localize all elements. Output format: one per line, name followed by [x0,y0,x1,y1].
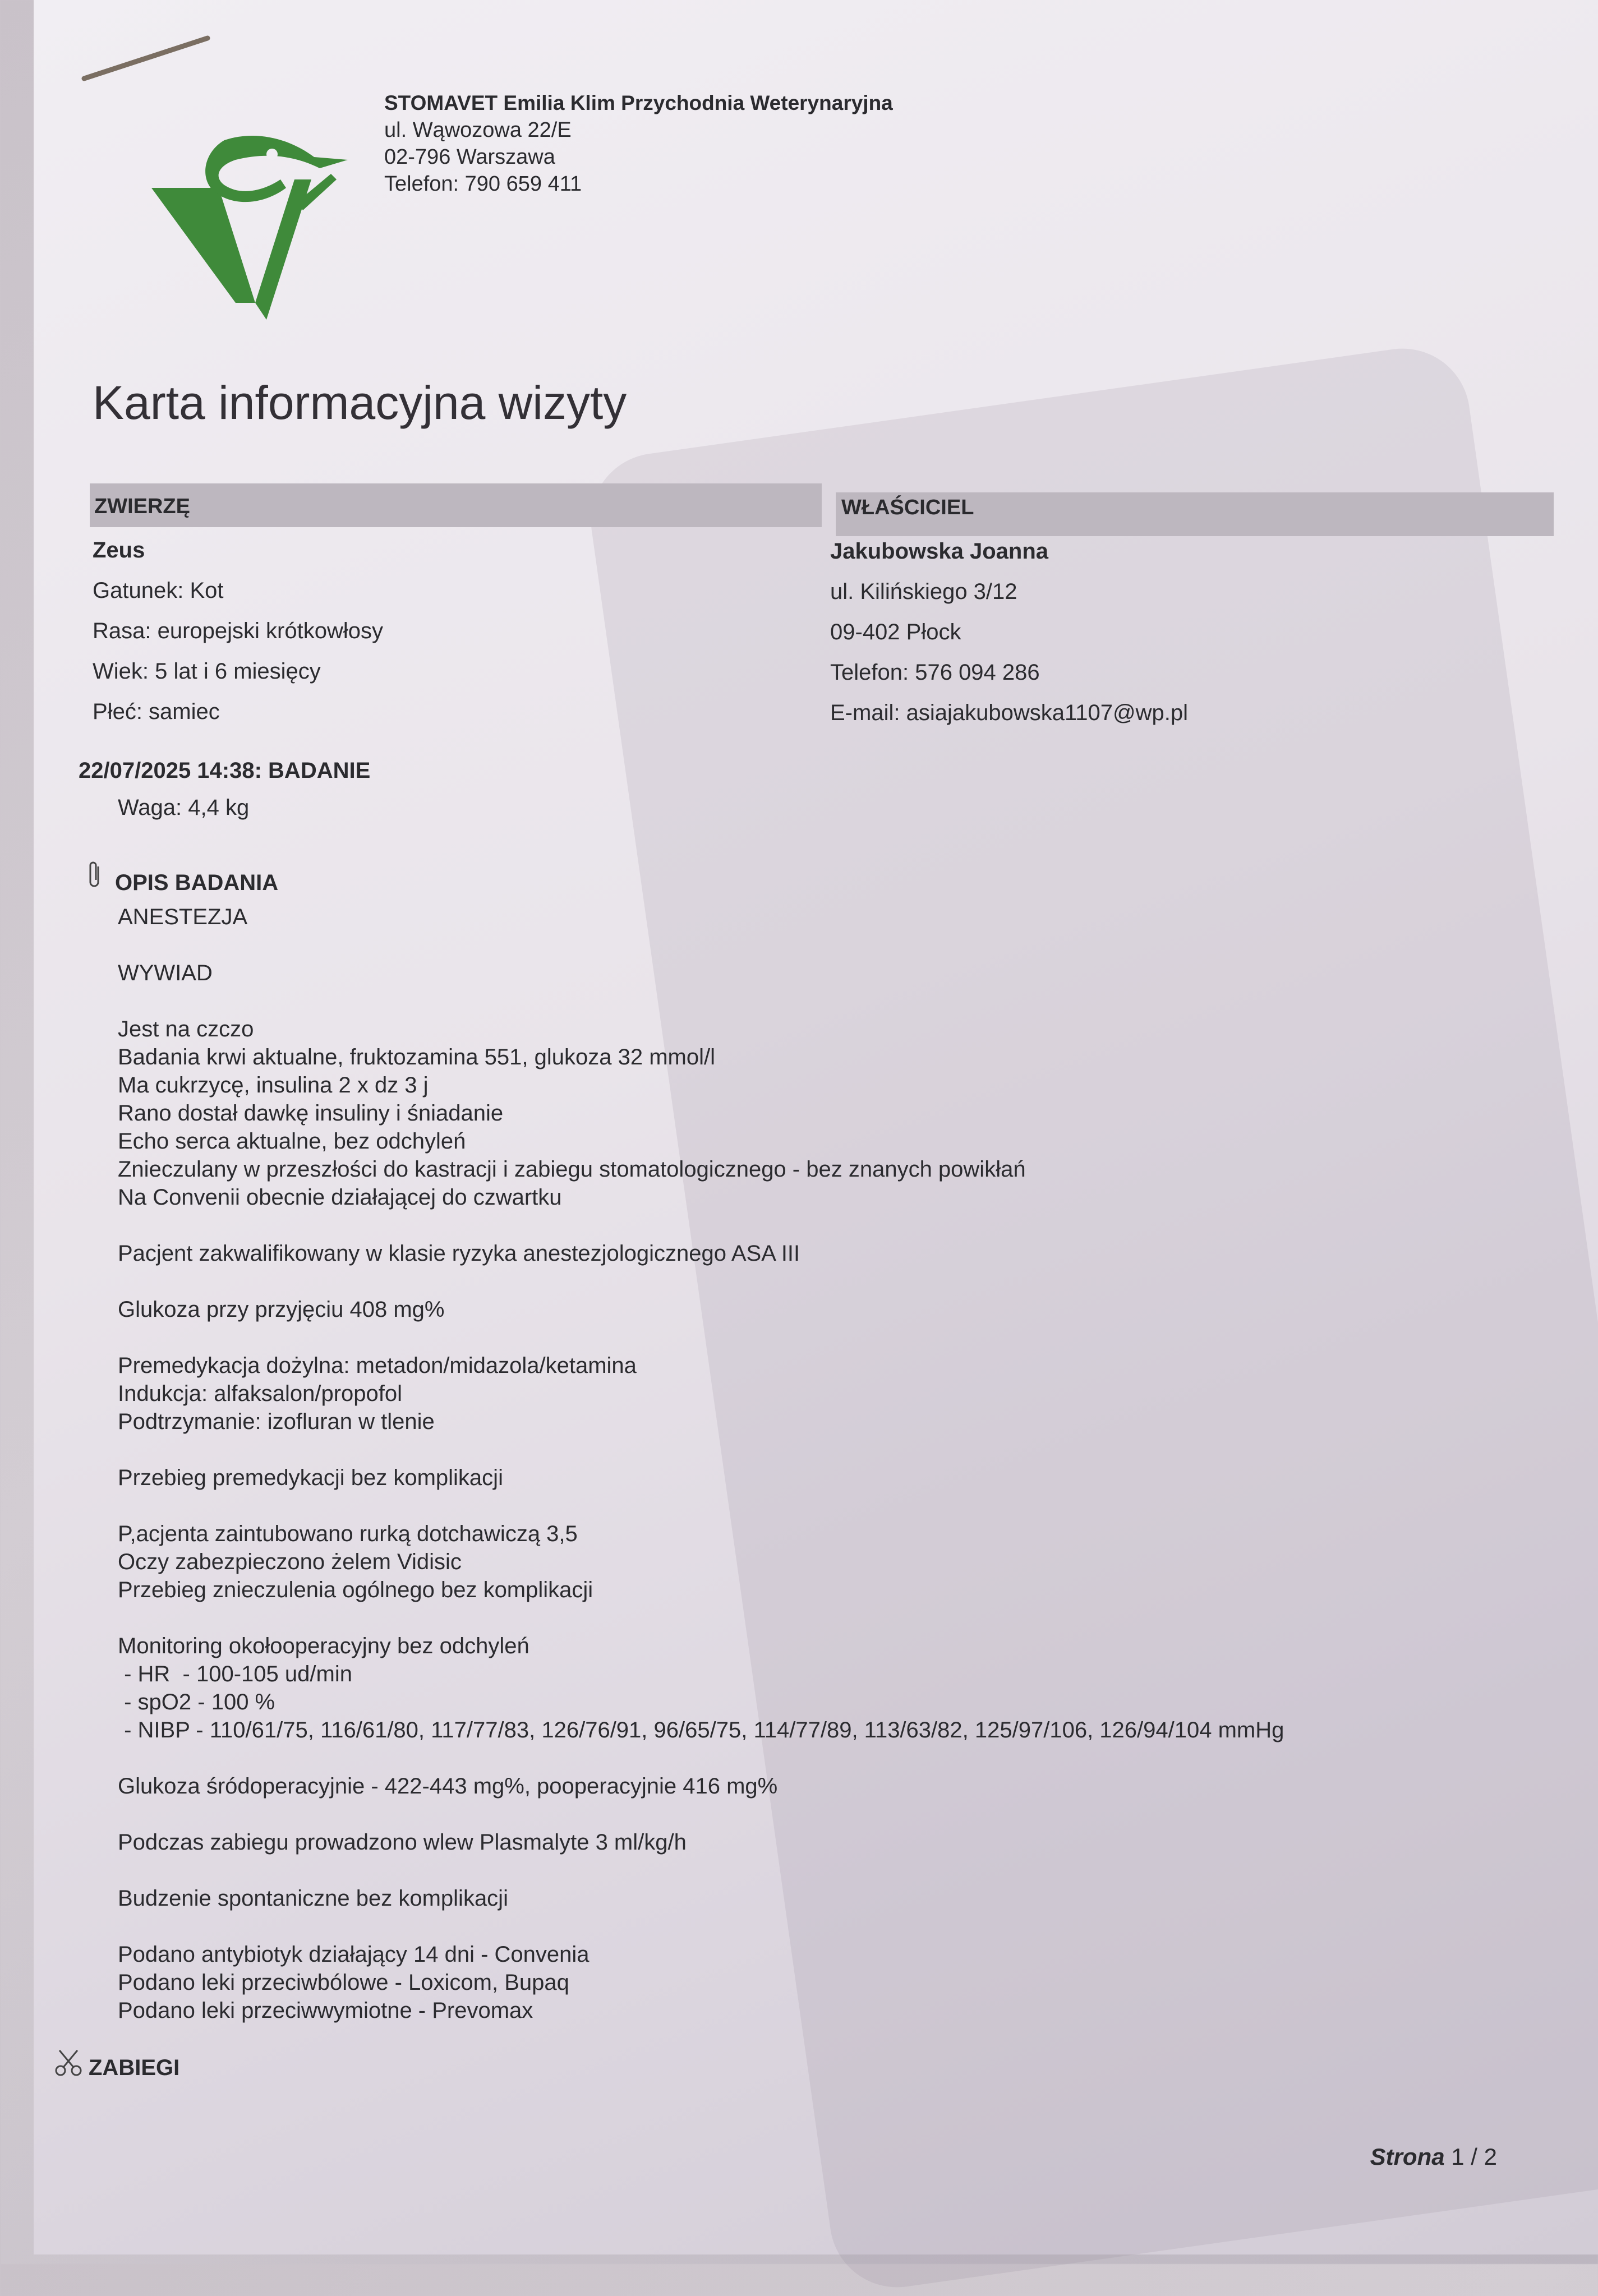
exam-line: Oczy zabezpieczono żelem Vidisic [118,1550,462,1574]
scissors-icon [53,2047,84,2078]
staple-mark [79,34,213,101]
animal-breed: Rasa: europejski krótkowłosy [93,619,383,643]
procedures-header: ZABIEGI [89,2055,180,2080]
exam-line: ANESTEZJA [118,905,248,929]
exam-line [118,1436,1284,1464]
exam-line: P,acjenta zaintubowano rurką dotchawiczą 3,5 [118,1522,578,1546]
exam-line [118,1492,1284,1520]
exam-line [118,1800,1284,1828]
exam-line: Glukoza przy przyjęciu 408 mg% [118,1297,445,1322]
visit-header: 22/07/2025 14:38: BADANIE [79,758,371,783]
exam-line: Przebieg premedykacji bez komplikacji [118,1465,503,1490]
owner-email: E-mail: asiajakubowska1107@wp.pl [830,700,1188,725]
clinic-city: 02-796 Warszawa [384,145,555,169]
exam-line: - NIBP - 110/61/75, 116/61/80, 117/77/83, 126/76/91, 96/65/75, 114/77/89, 113/63/82, 125/97/106, 126/94/104 mmHg [118,1718,1284,1742]
clinic-logo [151,135,409,342]
exam-line [118,1324,1284,1352]
exam-line: Jest na czczo [118,1017,254,1041]
exam-line: Przebieg znieczulenia ogólnego bez komplikacji [118,1578,593,1602]
animal-age: Wiek: 5 lat i 6 miesięcy [93,659,321,684]
exam-line: WYWIAD [118,961,213,985]
exam-line: - HR - 100-105 ud/min [118,1662,352,1686]
exam-line: Na Convenii obecnie działającej do czwartku [118,1185,562,1210]
page-number [1370,2143,1497,2170]
animal-sex: Płeć: samiec [93,699,220,724]
exam-line: Rano dostał dawkę insuliny i śniadanie [118,1101,504,1126]
animal-species: Gatunek: Kot [93,578,224,603]
clinic-name: STOMAVET Emilia Klim Przychodnia Weterynaryjna [384,91,893,114]
owner-city: 09-402 Płock [830,620,961,644]
exam-line [118,1267,1284,1295]
owner-header: WŁAŚCICIEL [841,496,974,519]
owner-name: Jakubowska Joanna [830,539,1049,564]
exam-line: Monitoring okołooperacyjny bez odchyleń [118,1634,529,1658]
exam-line: Podano leki przeciwbólowe - Loxicom, Bupaq [118,1970,569,1995]
exam-line [118,1211,1284,1239]
page-total: / 2 [1471,2143,1497,2170]
document-page [34,0,1598,2254]
exam-line: Znieczulany w przeszłości do kastracji i zabiegu stomatologicznego - bez znanych powikłań [118,1157,1026,1182]
paperclip-icon [87,861,104,889]
animal-info [93,530,383,732]
exam-line [118,987,1284,1015]
document-title: Karta informacyjna wizyty [93,376,627,429]
visit-weight: Waga: 4,4 kg [118,795,250,820]
owner-info [830,531,1188,733]
exam-line: Podczas zabiegu prowadzono wlew Plasmalyte 3 ml/kg/h [118,1830,687,1855]
exam-line: Pacjent zakwalifikowany w klasie ryzyka anestezjologicznego ASA III [118,1241,800,1266]
exam-line [118,1744,1284,1772]
exam-line [118,1604,1284,1632]
clinic-street: ul. Wąwozowa 22/E [384,118,572,142]
exam-line: Glukoza śródoperacyjnie - 422-443 mg%, pooperacyjnie 416 mg% [118,1774,778,1799]
owner-street: ul. Kilińskiego 3/12 [830,579,1017,604]
exam-header: OPIS BADANIA [115,870,279,895]
animal-header: ZWIERZĘ [94,495,190,518]
exam-description [118,903,1284,2025]
animal-header-bar [90,483,822,527]
exam-line [118,1856,1284,1884]
page-label: Strona [1370,2143,1445,2170]
exam-line: Badania krwi aktualne, fruktozamina 551, glukoza 32 mmol/l [118,1045,715,1069]
page-current: 1 [1451,2143,1465,2170]
exam-line: Podtrzymanie: izofluran w tlenie [118,1409,435,1434]
exam-line: Podano antybiotyk działający 14 dni - Convenia [118,1942,590,1967]
exam-line: Podano leki przeciwwymiotne - Prevomax [118,1998,533,2023]
exam-line [118,1912,1284,1940]
exam-line: - spO2 - 100 % [118,1690,275,1714]
exam-line: Premedykacja dożylna: metadon/midazola/ketamina [118,1353,637,1378]
animal-name: Zeus [93,538,145,563]
exam-line: Echo serca aktualne, bez odchyleń [118,1129,466,1154]
clinic-address [384,90,893,197]
clinic-phone: Telefon: 790 659 411 [384,172,582,196]
owner-phone: Telefon: 576 094 286 [830,660,1040,685]
exam-line: Budzenie spontaniczne bez komplikacji [118,1886,508,1911]
exam-line [118,931,1284,959]
exam-line: Ma cukrzycę, insulina 2 x dz 3 j [118,1073,429,1098]
exam-line: Indukcja: alfaksalon/propofol [118,1381,402,1406]
